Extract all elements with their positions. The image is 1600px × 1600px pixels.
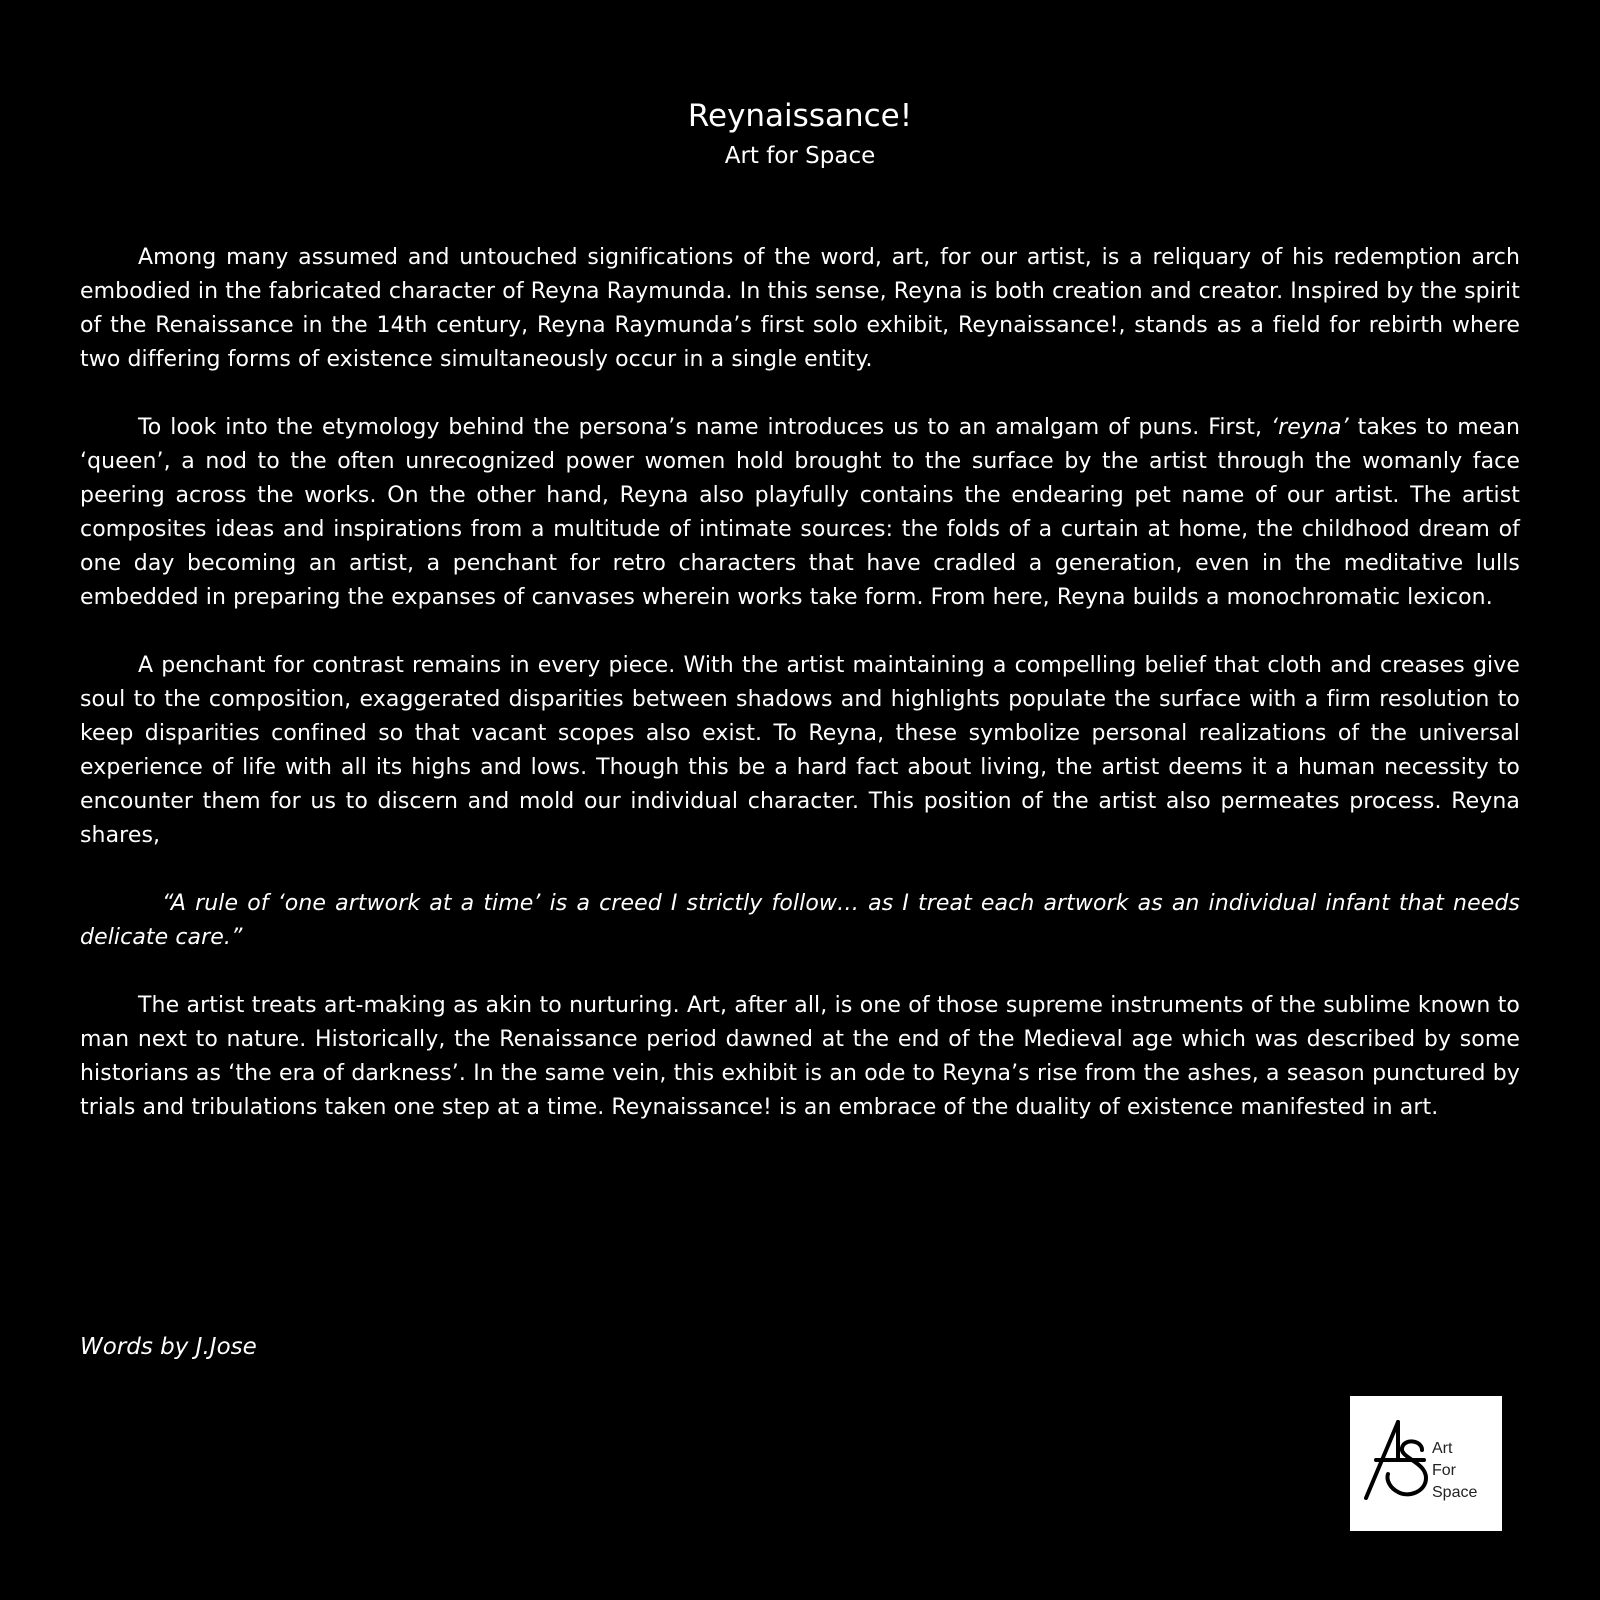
paragraph-2 <box>80 411 1520 615</box>
logo-wordmark <box>1432 1438 1477 1504</box>
page-title: Reynaissance! <box>687 98 913 134</box>
art-for-space-monogram-icon <box>1364 1416 1434 1506</box>
page-subtitle: Art for Space <box>724 143 876 169</box>
reyna-term: ‘reyna’ <box>1270 415 1349 440</box>
author-credit: Words by J.Jose <box>80 1334 257 1360</box>
paragraph-2-start: To look into the etymology behind the persona’s name introduces us to an amalgam of puns. First, <box>138 415 1271 440</box>
logo-line-for: For <box>1432 1462 1456 1479</box>
logo-line-space: Space <box>1432 1484 1478 1501</box>
paragraph-2-rest: takes to mean ‘queen’, a nod to the often unrecognized power women hold brought to the surface by the artist through the womanly face peering across the works. On the other hand, Reyna also playfully contains the endearing pet name of our artist. The artist composites ideas and inspirations from a multitude of intimate sources: the folds of a curtain at home, the childhood dream of one day becoming an artist, a penchant for retro characters that have cradled a generation, even in the meditative lulls embedded in preparing the expanses of canvases wherein works take form. From here, Reyna builds a monochromatic lexicon. <box>80 415 1520 610</box>
paragraph-3: A penchant for contrast remains in every piece. With the artist maintaining a compelling belief that cloth and creases give soul to the composition, exaggerated disparities between shadows and highlights populate the surface with a firm resolution to keep disparities confined so that vacant scopes also exist. To Reyna, these symbolize personal realizations of the universal experience of life with all its highs and lows. Though this be a hard fact about living, the artist deems it a human necessity to encounter them for us to discern and mold our individual character. This position of the artist also permeates process. Reyna shares, <box>80 653 1520 848</box>
article-body <box>80 241 1520 1159</box>
paragraph-4: The artist treats art-making as akin to nurturing. Art, after all, is one of those supreme instruments of the sublime known to man next to nature. Historically, the Renaissance period dawned at the end of the Medieval age which was described by some historians as ‘the era of darkness’. In the same vein, this exhibit is an ode to Reyna’s rise from the ashes, a season punctured by trials and tribulations taken one step at a time. Reynaissance! is an embrace of the duality of existence manifested in art. <box>80 993 1520 1120</box>
logo-line-art: Art <box>1432 1440 1453 1457</box>
artist-quote: “A rule of ‘one artwork at a time’ is a creed I strictly follow… as I treat each artwork as an individual infant that needs delicate care.” <box>80 891 1520 950</box>
paragraph-1: Among many assumed and untouched significations of the word, art, for our artist, is a reliquary of his redemption arch embodied in the fabricated character of Reyna Raymunda. In this sense, Reyna is both creation and creator. Inspired by the spirit of the Renaissance in the 14th century, Reyna Raymunda’s first solo exhibit, Reynaissance!, stands as a field for rebirth where two differing forms of existence simultaneously occur in a single entity. <box>80 245 1520 372</box>
art-for-space-logo <box>1350 1396 1502 1531</box>
